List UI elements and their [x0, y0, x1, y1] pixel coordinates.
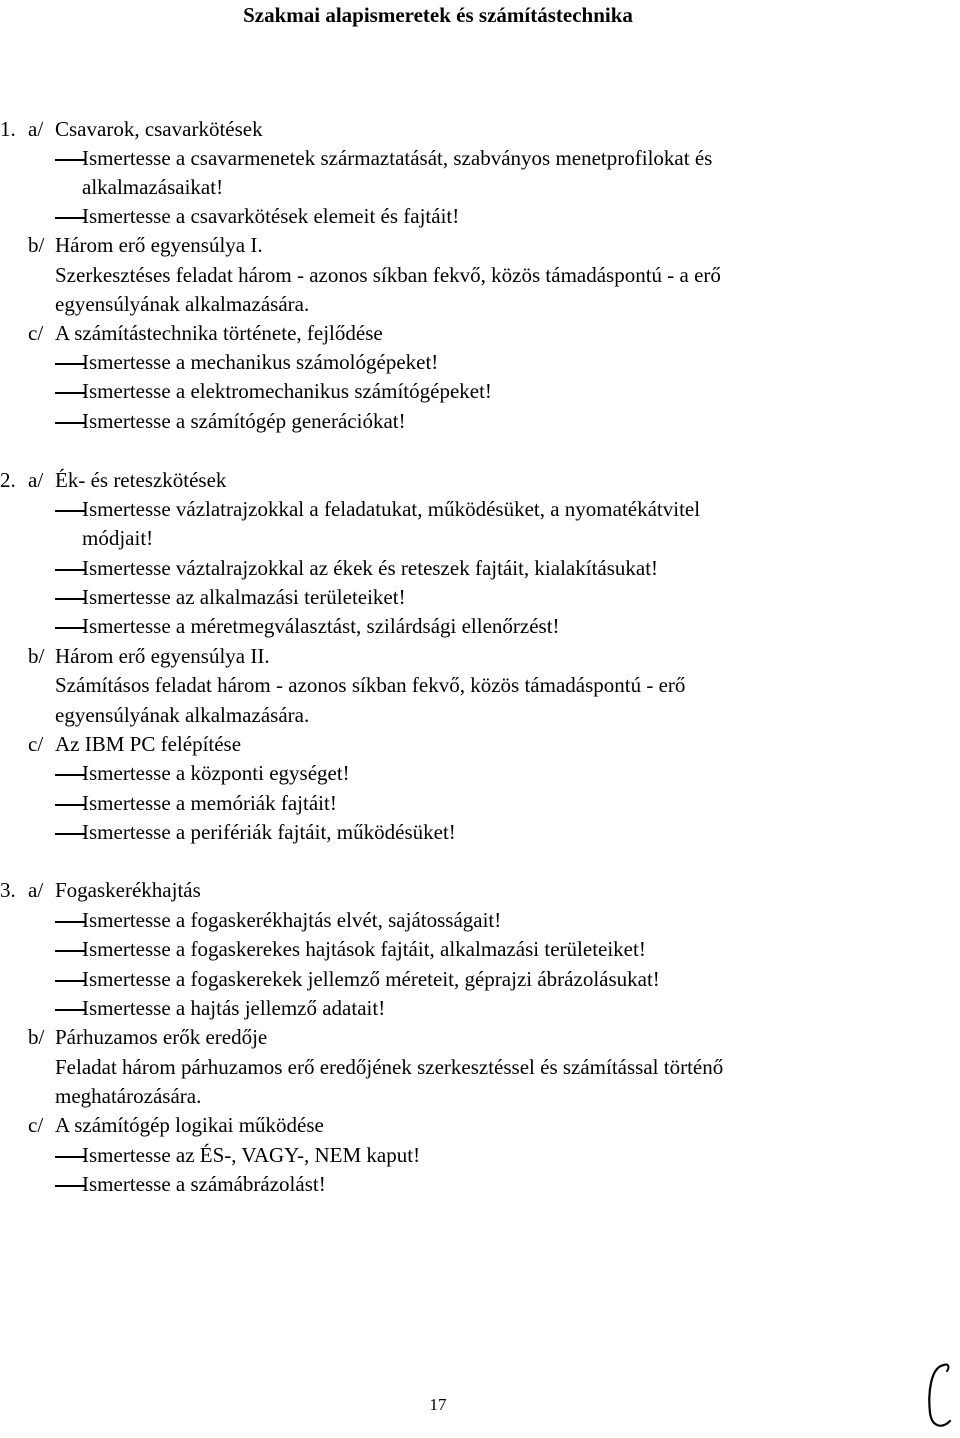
paragraph-line: Feladat három párhuzamos erő eredőjének szerkesztéssel és számítással történő: [55, 1055, 724, 1079]
paragraph-line: meghatározására.: [55, 1084, 202, 1108]
subsection-title: Ék- és reteszkötések: [55, 468, 227, 492]
list-item-text: Ismertesse a méretmegválasztást, szilárdsági ellenőrzést!: [82, 614, 560, 638]
subsection-label: c/: [28, 732, 44, 756]
handwritten-initial-signature: [920, 1355, 960, 1435]
list-item-text: Ismertesse a számábrázolást!: [82, 1172, 326, 1196]
list-item-text: Ismertesse a perifériák fajtáit, működésüket!: [82, 820, 456, 844]
subsection-label: a/: [28, 878, 44, 902]
subsection-label: c/: [28, 1113, 44, 1137]
subsection-label: b/: [28, 644, 45, 668]
subsection-title: Az IBM PC felépítése: [55, 732, 242, 756]
subsection-title: Párhuzamos erők eredője: [55, 1025, 268, 1049]
list-item-text: Ismertesse a fogaskerekes hajtások fajtáit, alkalmazási területeiket!: [82, 937, 646, 961]
list-item-text: Ismertesse vázlatrajzokkal a feladatukat, működésüket, a nyomatékátvitel: [82, 497, 701, 521]
subsection-label: c/: [28, 321, 44, 345]
list-item-text: Ismertesse a mechanikus számológépeket!: [82, 350, 439, 374]
list-item-text: Ismertesse a memóriák fajtáit!: [82, 791, 337, 815]
page-title: Szakmai alapismeretek és számítástechnika: [243, 3, 633, 27]
list-item-text: Ismertesse a számítógép generációkat!: [82, 409, 406, 433]
paragraph-line: egyensúlyának alkalmazására.: [55, 703, 310, 727]
subsection-label: b/: [28, 233, 45, 257]
subsection-label: a/: [28, 468, 44, 492]
section-number: 2.: [0, 468, 16, 492]
list-item-text: Ismertesse a csavarkötések elemeit és fajtáit!: [82, 204, 460, 228]
list-item-text: Ismertesse váztalrajzokkal az ékek és reteszek fajtáit, kialakításukat!: [82, 556, 659, 580]
section-number: 1.: [0, 117, 16, 141]
section-number: 3.: [0, 878, 16, 902]
paragraph-line: Szerkesztéses feladat három - azonos síkban fekvő, közös támadáspontú - a erő: [55, 263, 721, 287]
list-item-text: Ismertesse a elektromechanikus számítógépeket!: [82, 379, 492, 403]
list-item-text: Ismertesse a csavarmenetek származtatását, szabványos menetprofilokat és: [82, 146, 713, 170]
list-item-text: Ismertesse az ÉS-, VAGY-, NEM kaput!: [82, 1143, 421, 1167]
list-item-continuation: alkalmazásaikat!: [82, 175, 224, 199]
list-item-text: Ismertesse a központi egységet!: [82, 761, 350, 785]
paragraph-line: egyensúlyának alkalmazására.: [55, 292, 310, 316]
subsection-title: Fogaskerékhajtás: [55, 878, 201, 902]
paragraph-line: Számításos feladat három - azonos síkban fekvő, közös támadáspontú - erő: [55, 673, 686, 697]
subsection-label: a/: [28, 117, 44, 141]
subsection-title: Három erő egyensúlya II.: [55, 644, 270, 668]
subsection-title: Csavarok, csavarkötések: [55, 117, 263, 141]
subsection-title: A számítógép logikai működése: [55, 1113, 324, 1137]
list-item-text: Ismertesse a hajtás jellemző adatait!: [82, 996, 386, 1020]
list-item-text: Ismertesse az alkalmazási területeiket!: [82, 585, 406, 609]
list-item-continuation: módjait!: [82, 526, 154, 550]
subsection-title: A számítástechnika története, fejlődése: [55, 321, 383, 345]
list-item-text: Ismertesse a fogaskerékhajtás elvét, sajátosságait!: [82, 908, 502, 932]
subsection-title: Három erő egyensúlya I.: [55, 233, 263, 257]
subsection-label: b/: [28, 1025, 45, 1049]
list-item-text: Ismertesse a fogaskerekek jellemző méreteit, géprajzi ábrázolásukat!: [82, 967, 660, 991]
page-number: 17: [429, 1395, 447, 1414]
